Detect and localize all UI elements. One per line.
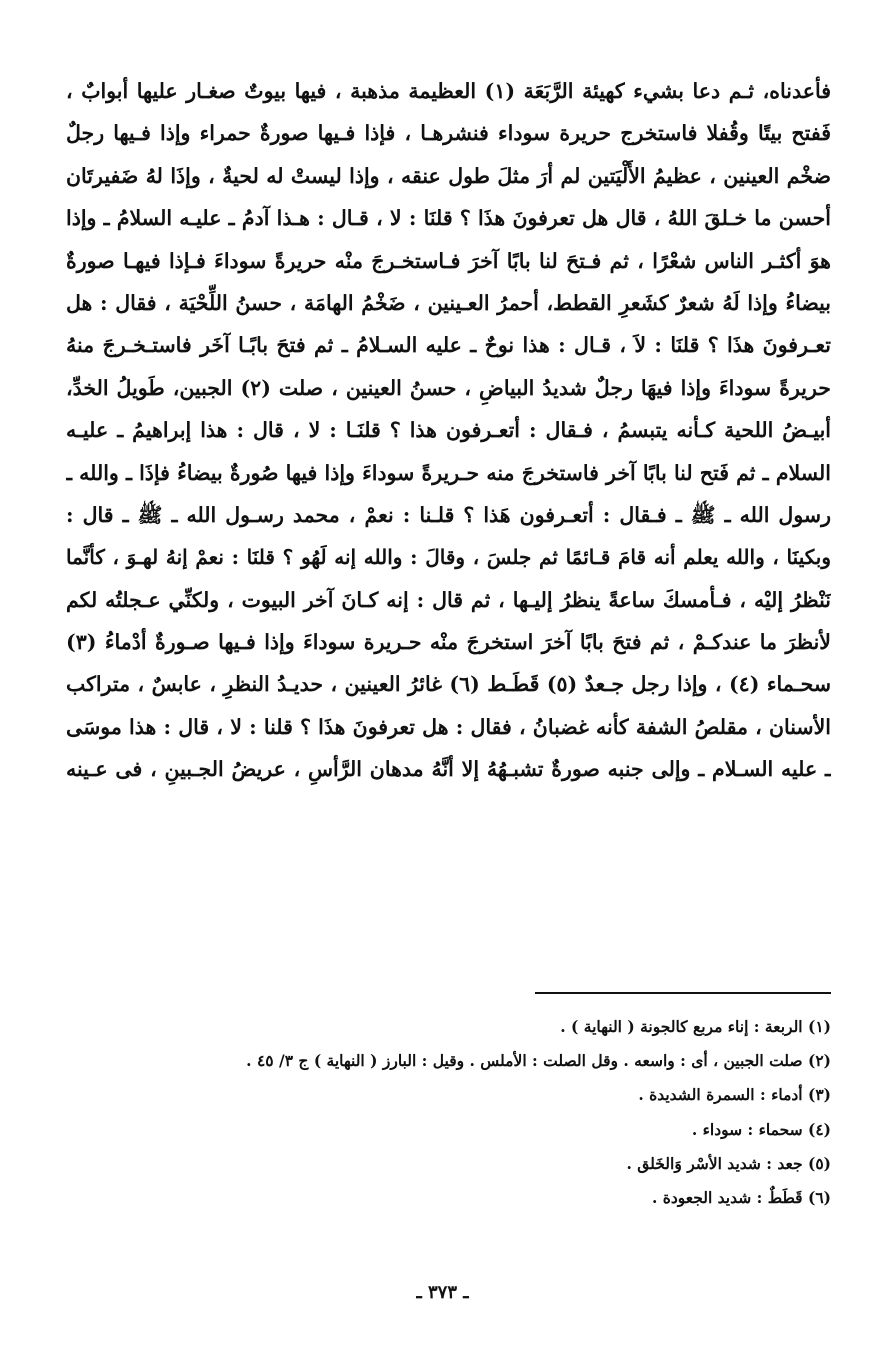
text-line: السلام ـ ثم فَتح لنا بابًا آخر فاستخرجَ منه حـريرةً سوداءَ وإذا فيها صُورةٌ بيضاءُ فإذَا ـ والله ـ	[66, 460, 831, 485]
text-line: حريرةً سوداءَ وإذا فيهَا رجلٌ شديدُ البياضِ ، حسنُ العينين ، صلت (٢) الجبين، طَويلُ الخدِّ،	[66, 375, 831, 400]
text-line: أحسن ما خـلقَ اللهُ ، قال هل تعرفونَ هذَا ؟ قلنَا : لا ، قـال : هـذا آدمُ ـ عليـه السلامُ ـ وإذا	[66, 206, 831, 231]
main-text-block	[66, 70, 831, 791]
text-line: أبيـضُ اللحية كـأنه يتبسمُ ، فـقال : أتعـرفون هذا ؟ قلنَـا : لا ، قال : هذا إبراهيمُ ـ عليـه	[66, 418, 831, 443]
text-line: بيضاءُ وإذا لَهُ شعرٌ كشَعرِ القطط، أحمرُ العـينين ، ضَخْمُ الهامَة ، حسنُ اللِّحْيَة ، فقال : هل	[66, 290, 831, 315]
footnote: (٦) قَطَطٌ : شديد الجعودة .	[651, 1187, 831, 1207]
footnote: (٥) جعد : شديد الأسْر وَالخَلق .	[626, 1153, 831, 1173]
text-line: تعـرفونَ هذَا ؟ قلنَا : لاَ ، قـال : هذا نوحٌ ـ عليه السـلامُ ـ ثم فتحَ بابًـا آخَر فاستـخـرجَ منهُ	[66, 333, 831, 358]
text-line: رسول الله ـ ﷺ ـ فـقال : أتعـرفون هَذا ؟ قلـنا : نعمْ ، محمد رسـول الله ـ ﷺ ـ قال :	[66, 502, 831, 527]
footnotes-block	[131, 1010, 831, 1215]
text-line: لأنظرَ ما عندكـمْ ، ثم فتحَ بابًا آخرَ استخرجَ منْه حـريرة سوداءَ وإذا فـيها صـورةٌ أدْماءُ (٣)	[66, 630, 831, 655]
text-line: ـ عليه السـلام ـ وإلى جنبه صورةٌ تشبـهُهُ إلا أنَّهُ مدهان الرَّأسِ ، عريضُ الجـبينِ ، فى عـينه	[66, 757, 831, 782]
text-line: نَنْظرُ إليْه ، فـأمسكَ ساعةً ينظرُ إليـها ، ثم قال : إنه كـانَ آخر البيوت ، ولكنِّي عـجلتُه لكم	[66, 587, 831, 612]
text-line: هوَ أكثـر الناس شعْرًا ، ثم فـتحَ لنا بابًا آخرَ فـاستخـرجَ منْه حريرةً سوداءَ فـإذا فيهـا صورةٌ	[66, 248, 831, 273]
text-line: فأعدناه، ثـم دعا بشيء كهيئة الرَّبَعَة (١) العظيمة مذهبة ، فيها بيوتٌ صغـار عليها أبوابٌ ،	[66, 79, 831, 103]
footnote: (٢) صلت الجبين ، أى : واسعه . وقل الصلت : الأملس . وقيل : البارز ( النهاية ) ج ٣/ ٤٥ .	[246, 1051, 831, 1071]
text-line: الأسنان ، مقلصُ الشفة كأنه غضبانُ ، فقال : هل تعرفونَ هذَا ؟ قلنا : لا ، قال : هذا موسَى	[66, 714, 831, 739]
text-line: وبكينَا ، والله يعلم أنه قامَ قـائمًا ثم جلسَ ، وقالَ : والله إنه لَهُو ؟ قلنَا : نعمْ إنهُ لهـوَ ، كأنَّما	[66, 545, 831, 570]
footnote-separator	[535, 992, 831, 994]
text-line: ضخْم العينين ، عظيمُ الأَلْيَتين لم أرَ مثلَ طول عنقه ، وإذا ليستْ له لحيةٌ ، وإذَا لهُ ضَفيرتَان	[66, 163, 831, 188]
text-line: سحـماء (٤) ، وإذا رجل جـعدٌ (٥) قَطَـط (٦) غائرُ العينين ، حديـدُ النظرِ ، عابسٌ ، متراكب	[66, 672, 831, 697]
text-line: فَفتح بيتًا وقُفلا فاستخرج حريرة سوداء فنشرهـا ، فإذا فـيها صورةٌ حمراء وإذا فـيها رجلٌ	[66, 121, 831, 146]
page-number: ـ ٣٧٣ ـ	[416, 1282, 469, 1303]
footnote: (٣) أدماء : السمرة الشديدة .	[638, 1085, 831, 1105]
footnote: (١) الربعة : إناء مربع كالجونة ( النهاية ) .	[560, 1017, 831, 1036]
footnote: (٤) سحماء : سوداء .	[691, 1119, 831, 1139]
